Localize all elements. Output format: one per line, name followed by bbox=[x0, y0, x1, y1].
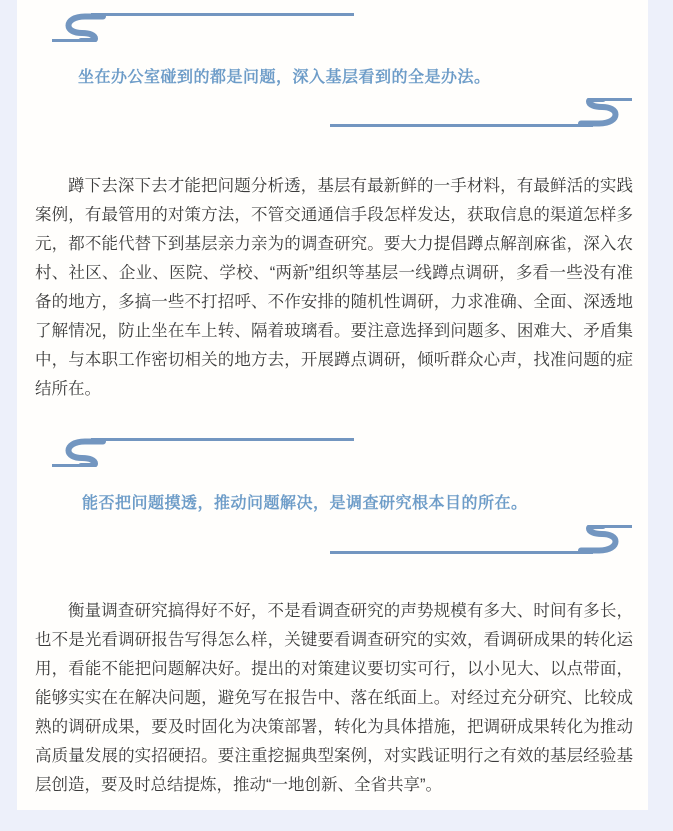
cloud-scroll-divider-icon bbox=[43, 437, 354, 467]
body-paragraph-2: 衡量调查研究搞得好不好，不是看调查研究的声势规模有多大、时间有多长，也不是光看调研报告写得怎么样，关键要看调查研究的实效，看调研成果的转化运用，看能不能把问题解决好。提出的对策建议要切实可行，以小见大、以点带面，能够实实在在解决问题，避免写在报告中、落在纸面上。对经过充分研究、比较成熟的调研成果，要及时固化为决策部署，转化为具体措施，把调研成果转化为推动高质量发展的实招硬招。要注重挖掘典型案例，对实践证明行之有效的基层经验基层创造，要及时总结提炼，推动“一地创新、全省共享”。 bbox=[35, 602, 633, 794]
cloud-scroll-divider-icon bbox=[330, 525, 641, 555]
cloud-scroll-divider-icon bbox=[43, 12, 354, 42]
pull-quote-1: 坐在办公室碰到的都是问题，深入基层看到的全是办法。 bbox=[78, 69, 491, 86]
article-content-card bbox=[17, 0, 648, 810]
cloud-scroll-divider-icon bbox=[330, 98, 641, 128]
pull-quote-2: 能否把问题摸透，推动问题解决，是调查研究根本目的所在。 bbox=[82, 495, 528, 512]
body-paragraph-1: 蹲下去深下去才能把问题分析透，基层有最新鲜的一手材料，有最鲜活的实践案例，有最管用的对策方法，不管交通通信手段怎样发达，获取信息的渠道怎样多元，都不能代替下到基层亲力亲为的调查研究。要大力提倡蹲点解剖麻雀，深入农村、社区、企业、医院、学校、“两新”组织等基层一线蹲点调研，多看一些没有准备的地方，多搞一些不打招呼、不作安排的随机性调研，力求准确、全面、深透地了解情况，防止坐在车上转、隔着玻璃看。要注意选择到问题多、困难大、矛盾集中，与本职工作密切相关的地方去，开展蹲点调研，倾听群众心声，找准问题的症结所在。 bbox=[35, 177, 633, 398]
